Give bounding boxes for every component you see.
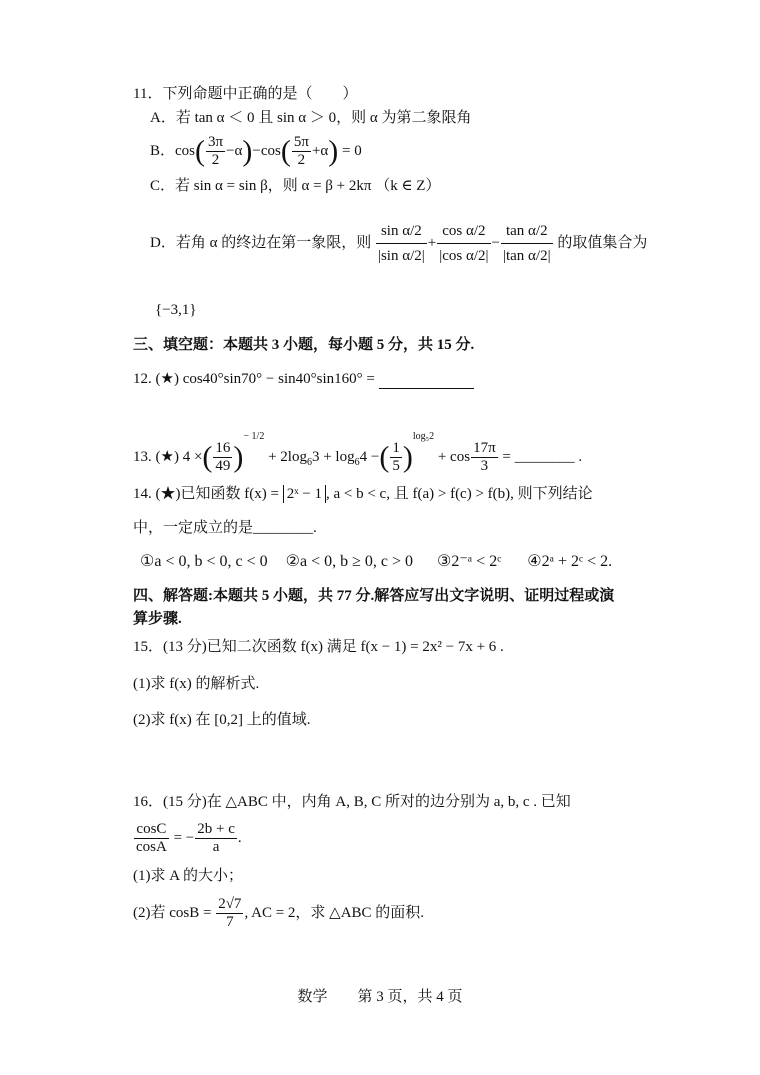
denominator: a bbox=[212, 839, 220, 856]
q16-part-1: (1)求 A 的大小； bbox=[133, 868, 243, 884]
q15-part-1: (1)求 f(x) 的解析式. bbox=[133, 676, 260, 692]
q13-term: 3 + log bbox=[311, 449, 355, 465]
paren-close: ) bbox=[328, 134, 339, 168]
denominator: 2 bbox=[297, 152, 306, 169]
q11-d-fraction-2 bbox=[437, 219, 490, 268]
denominator: |sin α/2| bbox=[377, 248, 425, 265]
q16-part-2-prefix: (2)若 cosB = bbox=[133, 905, 212, 921]
q13-term: + cos bbox=[437, 449, 471, 465]
q12-text: 12. (★) cos40°sin70° − sin40°sin160° = bbox=[133, 371, 375, 387]
q14-option-4: ④2ᵃ + 2ᶜ < 2. bbox=[527, 553, 613, 570]
paren-open: ( bbox=[379, 440, 390, 474]
denominator: |cos α/2| bbox=[439, 248, 489, 265]
numerator: 17π bbox=[473, 440, 496, 457]
q11-option-c: C．若 sin α = sin β，则 α = β + 2kπ （k ∈ Z） bbox=[150, 178, 441, 194]
numerator: 1 bbox=[392, 440, 400, 457]
q14-abs-value: 2ˣ − 1 bbox=[283, 485, 326, 503]
q11-b-tail: = 0 bbox=[342, 143, 362, 159]
q11-stem: 11．下列命题中正确的是（ ） bbox=[133, 86, 358, 102]
section-4-heading: 四、解答题:本题共 5 小题，共 77 分.解答应写出文字说明、证明过程或演 bbox=[133, 588, 615, 604]
section-3-heading: 三、填空题：本题共 3 小题，每小题 5 分，共 15 分. bbox=[133, 337, 475, 353]
q16-period: . bbox=[237, 830, 242, 846]
q11-option-a: A．若 tan α ＜ 0 且 sin α ＞ 0，则 α 为第二象限角 bbox=[150, 110, 472, 126]
paren-close: ) bbox=[242, 134, 253, 168]
numerator: 16 bbox=[215, 440, 231, 457]
q11-b-term: +α bbox=[311, 143, 329, 159]
q11-d-fraction-1 bbox=[376, 219, 427, 268]
numerator: sin α/2 bbox=[376, 219, 427, 244]
q11-b-fraction-1 bbox=[206, 134, 225, 169]
denominator: cosA bbox=[136, 839, 167, 856]
q11-b-term: −α bbox=[226, 143, 243, 159]
q14-option-2: ②a < 0, b ≥ 0, c > 0 bbox=[285, 553, 413, 570]
q11-d-tail: 的取值集合为 bbox=[557, 235, 648, 251]
q16-fraction-3 bbox=[216, 896, 243, 931]
numerator: 2b + c bbox=[197, 821, 235, 838]
q11-b-prefix: B．cos bbox=[150, 143, 196, 159]
log-base: 6 bbox=[306, 457, 312, 468]
denominator: 7 bbox=[226, 914, 234, 931]
numerator: cos α/2 bbox=[437, 219, 490, 244]
q14-condition: , a < b < c, 且 f(a) > f(c) > f(b), 则下列结论 bbox=[325, 486, 593, 502]
answer-blank bbox=[379, 374, 474, 389]
q13-exponent-1: − 1/2 bbox=[243, 431, 265, 442]
q13-term: + 2log bbox=[268, 449, 307, 465]
q13-term: 4 − bbox=[359, 449, 380, 465]
q16-part-2-tail: , AC = 2，求 △ABC 的面积. bbox=[244, 905, 425, 921]
q16-stem: 16．(15 分)在 △ABC 中，内角 A, B, C 所对的边分别为 a, b, c . 已知 bbox=[133, 794, 571, 810]
q11-b-minus: −cos bbox=[252, 143, 281, 159]
q16-given bbox=[133, 818, 242, 858]
section-4-heading-cont: 算步骤. bbox=[133, 611, 182, 627]
q15-stem: 15．(13 分)已知二次函数 f(x) 满足 f(x − 1) = 2x² − 7x + 6 . bbox=[133, 639, 504, 655]
q16-fraction-1 bbox=[134, 821, 169, 856]
numerator: tan α/2 bbox=[501, 219, 553, 244]
q13 bbox=[133, 412, 582, 488]
q11-d-prefix: D．若角 α 的终边在第一象限，则 bbox=[150, 235, 372, 251]
q13-fraction-2 bbox=[390, 440, 402, 475]
denominator: 2 bbox=[211, 152, 220, 169]
q14-option-3: ③2⁻ᵃ < 2ᶜ bbox=[437, 553, 502, 570]
q11-d-set: {−3,1} bbox=[155, 302, 197, 318]
q15-part-2: (2)求 f(x) 在 [0,2] 上的值域. bbox=[133, 712, 311, 728]
q13-fraction-3 bbox=[471, 440, 498, 475]
paren-close: ) bbox=[402, 440, 413, 474]
q13-fraction-1 bbox=[213, 440, 232, 475]
q14-prefix: 14. (★)已知函数 f(x) = bbox=[133, 486, 279, 502]
paren-close: ) bbox=[233, 440, 244, 474]
denominator: |tan α/2| bbox=[502, 248, 551, 265]
paren-open: ( bbox=[202, 440, 213, 474]
denominator: 5 bbox=[392, 458, 400, 475]
q14-line-1 bbox=[133, 484, 593, 504]
q13-tail: = ________ . bbox=[502, 449, 583, 465]
paren-open: ( bbox=[195, 134, 206, 168]
q16-part-2 bbox=[133, 893, 424, 933]
q16-equals: = − bbox=[173, 830, 195, 846]
q11-option-d: D．若角 α 的终边在第一象限，则 $\frac{\text{sin α/2}}{\text{|sin α/2|}}$ + $\frac{\text{cos α/2}}{\text{|cos α/2|}}$ − $\frac{\text{tan α/2}}{\text{|tan α/2|}}$ 的取值集合为 bbox=[150, 213, 647, 273]
paren-open: ( bbox=[280, 134, 291, 168]
q11-d-fraction-3 bbox=[501, 219, 553, 268]
q12 bbox=[133, 369, 474, 389]
q13-exponent-2: log₅2 bbox=[412, 431, 435, 442]
q14-line-2: 中，一定成立的是________. bbox=[133, 520, 317, 536]
q13-prefix: 13. (★) 4 × bbox=[133, 449, 203, 465]
numerator: cosC bbox=[134, 821, 169, 839]
numerator: 3π bbox=[208, 134, 224, 151]
q14-options bbox=[140, 552, 612, 572]
denominator: 3 bbox=[480, 458, 489, 475]
q14-option-1: ①a < 0, b < 0, c < 0 bbox=[140, 553, 268, 570]
q16-fraction-2 bbox=[195, 821, 237, 856]
q11-b-fraction-2 bbox=[292, 134, 311, 169]
q11-option-b bbox=[150, 132, 362, 170]
page-footer: 数学 第 3 页，共 4 页 bbox=[297, 989, 463, 1005]
log-base: 6 bbox=[354, 457, 360, 468]
denominator: 49 bbox=[215, 458, 231, 475]
numerator: 5π bbox=[293, 134, 309, 151]
numerator: 2√7 bbox=[218, 896, 242, 913]
